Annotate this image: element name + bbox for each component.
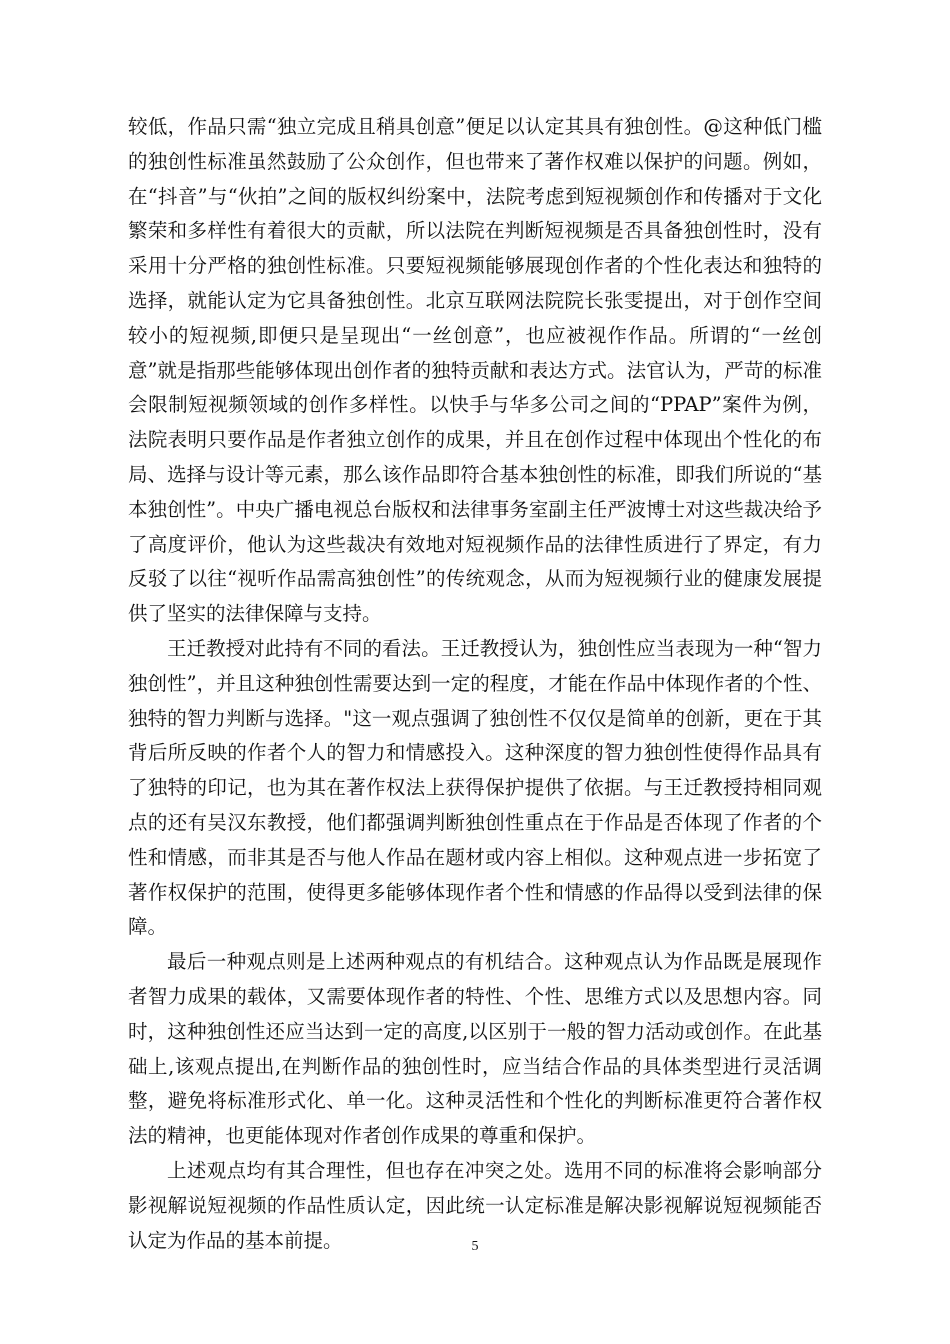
paragraph-combined-view: 最后一种观点则是上述两种观点的有机结合。这种观点认为作品既是展现作者智力成果的载体，又需要体现作者的特性、个性、思维方式以及思想内容。同时，这种独创性还应当达到一定的高度,以区别于一般的智力活动或创作。在此基础上,该观点提出,在判断作品的独创性时，应当结合作品的具体类型进行灵活调整，避免将标准形式化、单一化。这种灵活性和个性化的判断标准更符合著作权法的精神，也更能体现对作者创作成果的尊重和保护。 <box>128 950 822 1148</box>
paragraph-wang-qian-view: 王迁教授对此持有不同的看法。王迁教授认为，独创性应当表现为一种“智力独创性”，并且这种独创性需要达到一定的程度，才能在作品中体现作者的个性、独特的智力判断与选择。"这一观点强调了独创性不仅仅是简单的创新，更在于其背后所反映的作者个人的智力和情感投入。这种深度的智力独创性使得作品具有了独特的印记，也为其在著作权法上获得保护提供了依据。与王迁教授持相同观点的还有吴汉东教授，他们都强调判断独创性重点在于作品是否体现了作者的个性和情感，而非其是否与他人作品在题材或内容上相似。这种观点进一步拓宽了著作权保护的范围，使得更多能够体现作者个性和情感的作品得以受到法律的保障。 <box>128 636 822 939</box>
paragraph-conclusion: 上述观点均有其合理性，但也存在冲突之处。选用不同的标准将会影响部分影视解说短视频的作品性质认定，因此统一认定标准是解决影视解说短视频能否认定为作品的基本前提。 <box>128 1158 822 1252</box>
page-number: 5 <box>471 1239 479 1254</box>
paragraph-continued: 较低，作品只需“独立完成且稍具创意”便足以认定其具有独创性。@这种低门槛的独创性标准虽然鼓励了公众创作，但也带来了著作权难以保护的问题。例如，在“抖音”与“伙拍”之间的版权纠纷案中，法院考虑到短视频创作和传播对于文化繁荣和多样性有着很大的贡献，所以法院在判断短视频是否具备独创性时，没有采用十分严格的独创性标准。只要短视频能够展现创作者的个性化表达和独特的选择，就能认定为它具备独创性。北京互联网法院院长张雯提出，对于创作空间较小的短视频,即便只是呈现出“一丝创意”，也应被视作作品。所谓的“一丝创意”就是指那些能够体现出创作者的独特贡献和表达方式。法官认为，严苛的标准会限制短视频领域的创作多样性。以快手与华多公司之间的“PPAP”案件为例，法院表明只要作品是作者独立创作的成果，并且在创作过程中体现出个性化的布局、选择与设计等元素，那么该作品即符合基本独创性的标准，即我们所说的“基本独创性”。中央广播电视总台版权和法律事务室副主任严波博士对这些裁决给予了高度评价，他认为这些裁决有效地对短视频作品的法律性质进行了界定，有力反驳了以往“视听作品需高独创性”的传统观念，从而为短视频行业的健康发展提供了坚实的法律保障与支持。 <box>128 115 822 626</box>
body-text <box>128 110 822 1258</box>
